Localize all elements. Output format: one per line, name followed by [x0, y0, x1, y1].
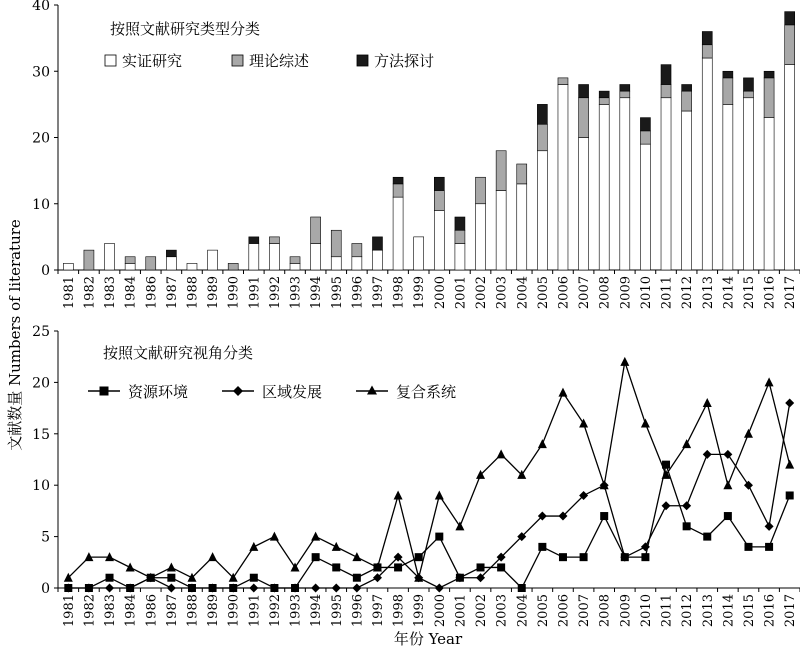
line-point-square — [641, 553, 649, 561]
bar-segment — [146, 257, 156, 270]
bar-x-tick-label: 1988 — [185, 276, 201, 310]
line-point-square — [497, 563, 505, 571]
line-x-tick-label: 1982 — [82, 594, 98, 628]
bar-segment — [537, 124, 547, 151]
x-axis-title: 年份 Year — [393, 630, 463, 648]
bar-segment — [331, 230, 341, 257]
bar-segment — [620, 85, 630, 92]
bar-segment — [372, 237, 382, 250]
bar-segment — [785, 65, 795, 270]
line-x-tick-label: 2005 — [535, 594, 551, 628]
y-axis-title: 文献数量 Numbers of literature — [6, 219, 24, 451]
bar-segment — [785, 25, 795, 65]
bar-x-tick-label: 2015 — [741, 276, 757, 310]
bar-segment — [764, 118, 774, 270]
bar-segment — [476, 204, 486, 270]
bar-x-tick-label: 2013 — [700, 276, 716, 310]
bar-segment — [579, 85, 589, 98]
bar-segment — [434, 191, 444, 211]
line-x-tick-label: 1993 — [288, 594, 304, 628]
bar-segment — [228, 263, 238, 270]
bar-segment — [723, 78, 733, 105]
legend-label-method: 方法探讨 — [374, 52, 435, 70]
bar-segment — [661, 85, 671, 98]
line-x-tick-label: 2008 — [597, 594, 613, 628]
legend-label-review: 理论综述 — [249, 52, 310, 70]
bar-x-tick-label: 1992 — [267, 276, 283, 310]
bar-segment — [743, 91, 753, 98]
bar-x-tick-label: 1998 — [391, 276, 407, 310]
bar-segment — [476, 177, 486, 204]
bar-segment — [290, 263, 300, 270]
bar-segment — [414, 237, 424, 270]
line-y-tick-label: 25 — [32, 324, 50, 340]
line-x-tick-label: 2011 — [659, 594, 675, 628]
legend-swatch-method — [357, 55, 368, 66]
line-point-square — [538, 543, 546, 551]
bar-x-tick-label: 2011 — [659, 276, 675, 310]
line-y-tick-label: 5 — [41, 529, 50, 546]
bar-segment — [723, 104, 733, 270]
bar-segment — [331, 257, 341, 270]
bar-segment — [269, 237, 279, 244]
line-legend — [88, 383, 456, 401]
bar-segment — [496, 151, 506, 191]
bar-segment — [599, 104, 609, 270]
line-point-square — [600, 512, 608, 520]
bar-x-tick-label: 2006 — [556, 276, 572, 310]
line-x-tick-label: 2003 — [494, 594, 510, 628]
bar-x-tick-label: 2016 — [762, 276, 778, 310]
bar-y-tick-label: 20 — [32, 130, 50, 147]
line-x-tick-label: 2013 — [700, 594, 716, 628]
bar-segment — [63, 263, 73, 270]
line-x-tick-label: 2016 — [762, 594, 778, 628]
line-x-tick-label: 1999 — [412, 594, 428, 628]
bar-segment — [764, 78, 774, 118]
bar-x-tick-label: 2014 — [721, 276, 737, 310]
bar-segment — [455, 244, 465, 271]
bar-segment — [640, 131, 650, 144]
bar-segment — [496, 191, 506, 271]
line-x-tick-label: 2000 — [432, 594, 448, 628]
bar-segment — [352, 244, 362, 257]
bar-y-tick-label: 10 — [32, 196, 50, 213]
bar-segment — [352, 257, 362, 270]
bar-segment — [434, 210, 444, 270]
bar-x-tick-label: 2007 — [577, 276, 593, 310]
line-point-square — [744, 543, 752, 551]
bar-segment — [105, 244, 115, 271]
line-point-square — [435, 533, 443, 541]
line-point-square — [559, 553, 567, 561]
line-point-square — [765, 543, 773, 551]
bar-segment — [579, 98, 589, 138]
line-x-tick-label: 2007 — [577, 594, 593, 628]
bar-segment — [208, 250, 218, 270]
line-x-tick-label: 1991 — [247, 594, 263, 628]
line-x-tick-label: 1998 — [391, 594, 407, 628]
bar-segment — [455, 230, 465, 243]
bar-chart-title: 按照文献研究类型分类 — [110, 20, 261, 38]
line-x-tick-label: 2015 — [741, 594, 757, 628]
line-x-tick-label: 1981 — [61, 594, 77, 628]
bar-segment — [517, 164, 527, 184]
bar-segment — [393, 184, 403, 197]
line-point-square — [353, 574, 361, 582]
line-x-tick-label: 2006 — [556, 594, 572, 628]
legend-marker-square — [100, 387, 109, 396]
bar-x-tick-label: 1991 — [247, 276, 263, 310]
bar-x-tick-label: 2002 — [474, 276, 490, 310]
bar-x-tick-label: 2003 — [494, 276, 510, 310]
bar-x-tick-label: 1989 — [206, 276, 222, 310]
bar-segment — [311, 244, 321, 271]
line-x-tick-label: 1987 — [164, 594, 180, 628]
line-point-square — [724, 512, 732, 520]
line-x-tick-label: 1984 — [123, 594, 139, 628]
bar-segment — [249, 237, 259, 244]
bar-segment — [682, 111, 692, 270]
line-x-tick-label: 2001 — [453, 594, 469, 628]
bar-x-tick-label: 1990 — [226, 276, 242, 310]
bar-y-tick-label: 30 — [32, 64, 50, 81]
line-point-square — [250, 574, 258, 582]
line-x-tick-label: 2014 — [721, 594, 737, 628]
line-y-tick-label: 0 — [41, 581, 50, 597]
line-y-tick-label: 20 — [32, 375, 50, 392]
bar-x-tick-label: 2008 — [597, 276, 613, 310]
line-x-tick-label: 2009 — [618, 594, 634, 628]
bar-x-tick-label: 2000 — [432, 276, 448, 310]
line-point-square — [167, 574, 175, 582]
bar-x-tick-label: 1984 — [123, 276, 139, 310]
bar-segment — [84, 250, 94, 270]
bar-segment — [125, 257, 135, 264]
line-point-square — [106, 574, 114, 582]
bar-x-tick-label: 1995 — [329, 276, 345, 310]
bar-x-tick-label: 1994 — [309, 276, 325, 310]
bar-x-tick-label: 2009 — [618, 276, 634, 310]
bar-segment — [269, 244, 279, 271]
bar-segment — [723, 71, 733, 78]
line-point-square — [662, 461, 670, 469]
bar-x-tick-label: 1999 — [412, 276, 428, 310]
bar-segment — [764, 71, 774, 78]
line-x-tick-label: 2004 — [515, 594, 531, 628]
line-x-tick-label: 1989 — [206, 594, 222, 628]
bar-segment — [125, 263, 135, 270]
bar-segment — [558, 85, 568, 271]
bar-segment — [620, 98, 630, 270]
bar-x-tick-label: 2005 — [535, 276, 551, 310]
bar-x-tick-label: 1981 — [61, 276, 77, 310]
bar-x-tick-label: 2004 — [515, 276, 531, 310]
line-x-tick-label: 2002 — [474, 594, 490, 628]
bar-segment — [661, 65, 671, 85]
line-point-square — [477, 563, 485, 571]
line-x-tick-label: 1994 — [309, 594, 325, 628]
bar-x-tick-label: 1982 — [82, 276, 98, 310]
bar-segment — [702, 45, 712, 58]
line-x-tick-label: 1983 — [103, 594, 119, 628]
bar-segment — [743, 78, 753, 91]
bar-segment — [579, 138, 589, 271]
line-point-square — [394, 563, 402, 571]
bar-segment — [661, 98, 671, 270]
bar-segment — [537, 151, 547, 270]
line-x-tick-label: 1986 — [144, 594, 160, 628]
bar-segment — [640, 118, 650, 131]
bar-x-tick-label: 1986 — [144, 276, 160, 310]
bar-y-tick-label: 0 — [41, 263, 50, 279]
line-x-tick-label: 1997 — [370, 594, 386, 628]
line-point-square — [332, 563, 340, 571]
legend-label-resource: 资源环境 — [128, 383, 189, 401]
bar-x-tick-label: 1993 — [288, 276, 304, 310]
bar-x-tick-label: 1996 — [350, 276, 366, 310]
line-y-tick-label: 15 — [32, 426, 50, 443]
line-chart-title: 按照文献研究视角分类 — [103, 344, 254, 362]
line-point-square — [683, 522, 691, 530]
bar-segment — [311, 217, 321, 244]
bar-segment — [290, 257, 300, 264]
bar-segment — [785, 12, 795, 25]
line-x-tick-label: 2010 — [638, 594, 654, 628]
legend-label-composite: 复合系统 — [396, 383, 457, 401]
bar-segment — [249, 244, 259, 271]
line-point-square — [580, 553, 588, 561]
line-point-square — [786, 491, 794, 499]
bar-legend — [105, 52, 434, 70]
bar-x-tick-label: 1997 — [370, 276, 386, 310]
bar-segment — [537, 104, 547, 124]
line-x-tick-label: 2017 — [783, 594, 799, 628]
line-point-square — [703, 533, 711, 541]
bar-segment — [393, 197, 403, 270]
bar-segment — [455, 217, 465, 230]
bar-y-tick-label: 40 — [32, 0, 50, 14]
bar-x-tick-label: 1987 — [164, 276, 180, 310]
line-x-tick-label: 1996 — [350, 594, 366, 628]
line-point-square — [312, 553, 320, 561]
bar-x-tick-label: 2012 — [680, 276, 696, 310]
bar-segment — [393, 177, 403, 184]
line-point-square — [415, 553, 423, 561]
bar-segment — [187, 263, 197, 270]
bar-segment — [558, 78, 568, 85]
line-x-tick-label: 1988 — [185, 594, 201, 628]
bar-segment — [682, 91, 692, 111]
bar-segment — [702, 32, 712, 45]
bar-x-tick-label: 2010 — [638, 276, 654, 310]
bar-segment — [166, 257, 176, 270]
bar-segment — [166, 250, 176, 257]
bar-x-tick-label: 2017 — [783, 276, 799, 310]
bar-segment — [372, 250, 382, 270]
legend-label-region: 区域发展 — [262, 383, 323, 401]
bar-segment — [702, 58, 712, 270]
line-point-square — [518, 584, 526, 592]
line-x-tick-label: 1995 — [329, 594, 345, 628]
bar-x-tick-label: 1983 — [103, 276, 119, 310]
bar-segment — [640, 144, 650, 270]
bar-segment — [599, 98, 609, 105]
legend-label-empirical: 实证研究 — [122, 52, 183, 70]
line-x-tick-label: 1992 — [267, 594, 283, 628]
legend-swatch-empirical — [105, 55, 116, 66]
bar-segment — [517, 184, 527, 270]
bar-segment — [743, 98, 753, 270]
bar-x-tick-label: 2001 — [453, 276, 469, 310]
bar-segment — [682, 85, 692, 92]
line-y-tick-label: 10 — [32, 478, 50, 495]
line-x-tick-label: 2012 — [680, 594, 696, 628]
line-x-tick-label: 1990 — [226, 594, 242, 628]
bar-segment — [434, 177, 444, 190]
legend-swatch-review — [232, 55, 243, 66]
bar-segment — [620, 91, 630, 98]
bar-segment — [599, 91, 609, 98]
